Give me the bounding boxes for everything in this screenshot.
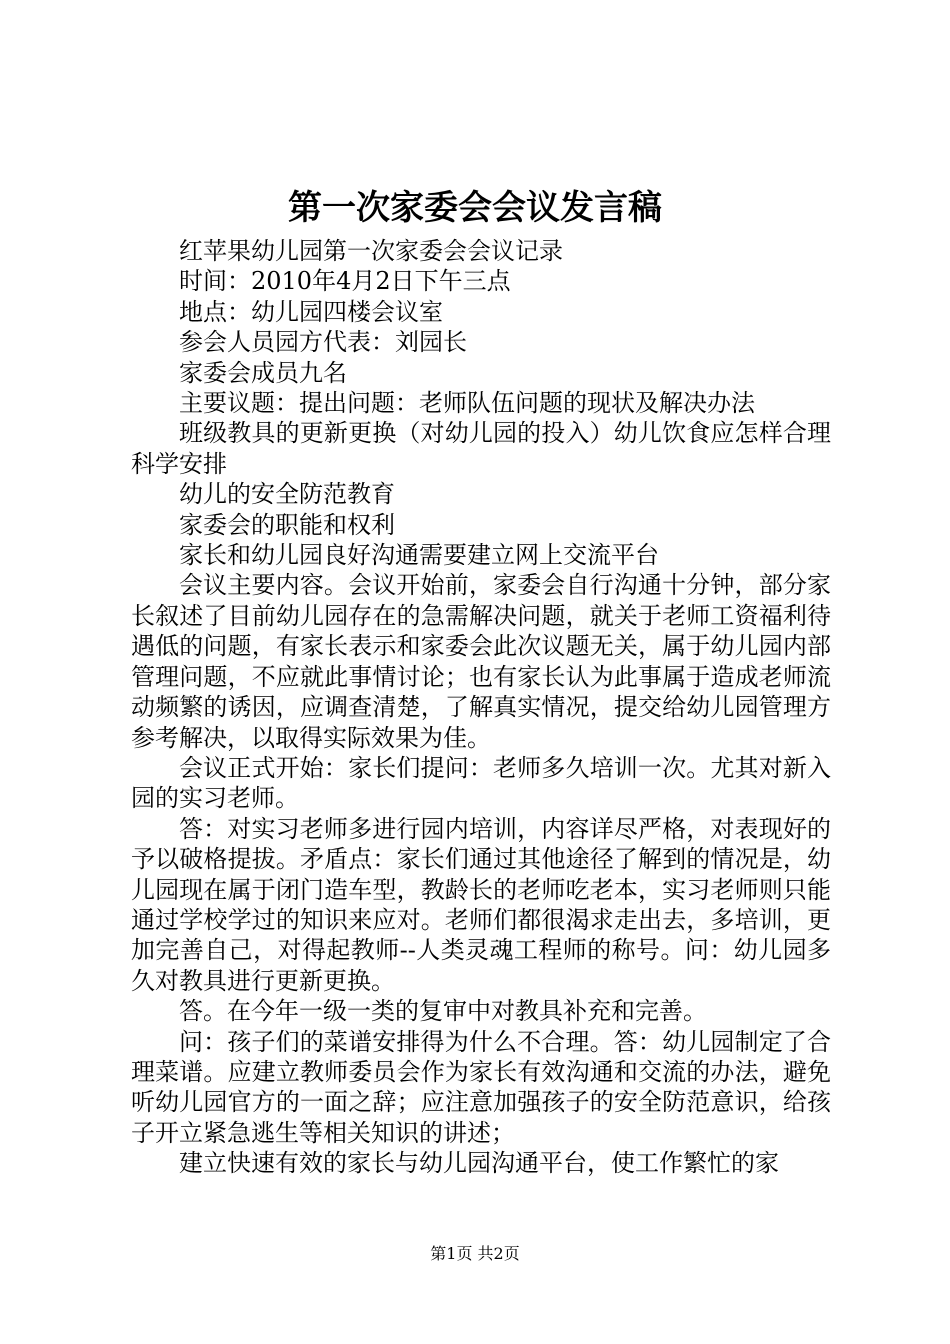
paragraph-members: 家委会成员九名 (179, 358, 347, 387)
paragraph-answer-training: 答：对实习老师多进行园内培训，内容详尽严格，对表现好的予以破格提拔。矛盾点：家长们通过其他途径了解到的情况是，幼儿园现在属于闭门造车型，教龄长的老师吃老本，实习老师则只能通过学校学过的知识来应对。老师们都很渴求走出去，多培训，更加完善自己，对得起教师--人类灵魂工程师的称号。问：幼儿园多久对教具进行更新更换。 (131, 814, 831, 995)
paragraph-topic-teaching-aids: 班级教具的更新更换（对幼儿园的投入）幼儿饮食应怎样合理科学安排 (131, 419, 831, 478)
paragraph-topic-committee-rights: 家委会的职能和权利 (179, 510, 395, 539)
paragraph-attendees: 参会人员园方代表：刘园长 (179, 328, 467, 357)
document-title: 第一次家委会会议发言稿 (288, 188, 662, 228)
paragraph-main-topic: 主要议题：提出问题：老师队伍问题的现状及解决办法 (179, 389, 755, 418)
paragraph-meeting-start: 会议正式开始：家长们提问：老师多久培训一次。尤其对新入园的实习老师。 (131, 753, 831, 813)
paragraph-time: 时间：2010年4月2日下午三点 (179, 267, 511, 296)
paragraph-topic-online-platform: 家长和幼儿园良好沟通需要建立网上交流平台 (179, 541, 659, 570)
paragraph-communication-platform: 建立快速有效的家长与幼儿园沟通平台，使工作繁忙的家 (179, 1149, 779, 1178)
paragraph-location: 地点：幼儿园四楼会议室 (179, 297, 443, 326)
page-footer: 第1页 共2页 (430, 1244, 520, 1263)
paragraph-topic-safety: 幼儿的安全防范教育 (179, 480, 395, 509)
paragraph-record-title: 红苹果幼儿园第一次家委会会议记录 (179, 237, 563, 265)
paragraph-meeting-content: 会议主要内容。会议开始前，家委会自行沟通十分钟，部分家长叙述了目前幼儿园存在的急需解决问题，就关于老师工资福利待遇低的问题，有家长表示和家委会此次议题无关，属于幼儿园内部管理问题，不应就此事情讨论；也有家长认为此事属于造成老师流动频繁的诱因，应调查清楚，了解真实情况，提交给幼儿园管理方参考解决，以取得实际效果为佳。 (131, 571, 831, 752)
paragraph-question-menu: 问：孩子们的菜谱安排得为什么不合理。答：幼儿园制定了合理菜谱。应建立教师委员会作为家长有效沟通和交流的办法，避免听幼儿园官方的一面之辞；应注意加强孩子的安全防范意识，给孩子开立紧急逃生等相关知识的讲述； (131, 1027, 831, 1147)
paragraph-answer-teaching-aids: 答。在今年一级一类的复审中对教具补充和完善。 (179, 997, 707, 1026)
document-body (131, 236, 831, 1179)
